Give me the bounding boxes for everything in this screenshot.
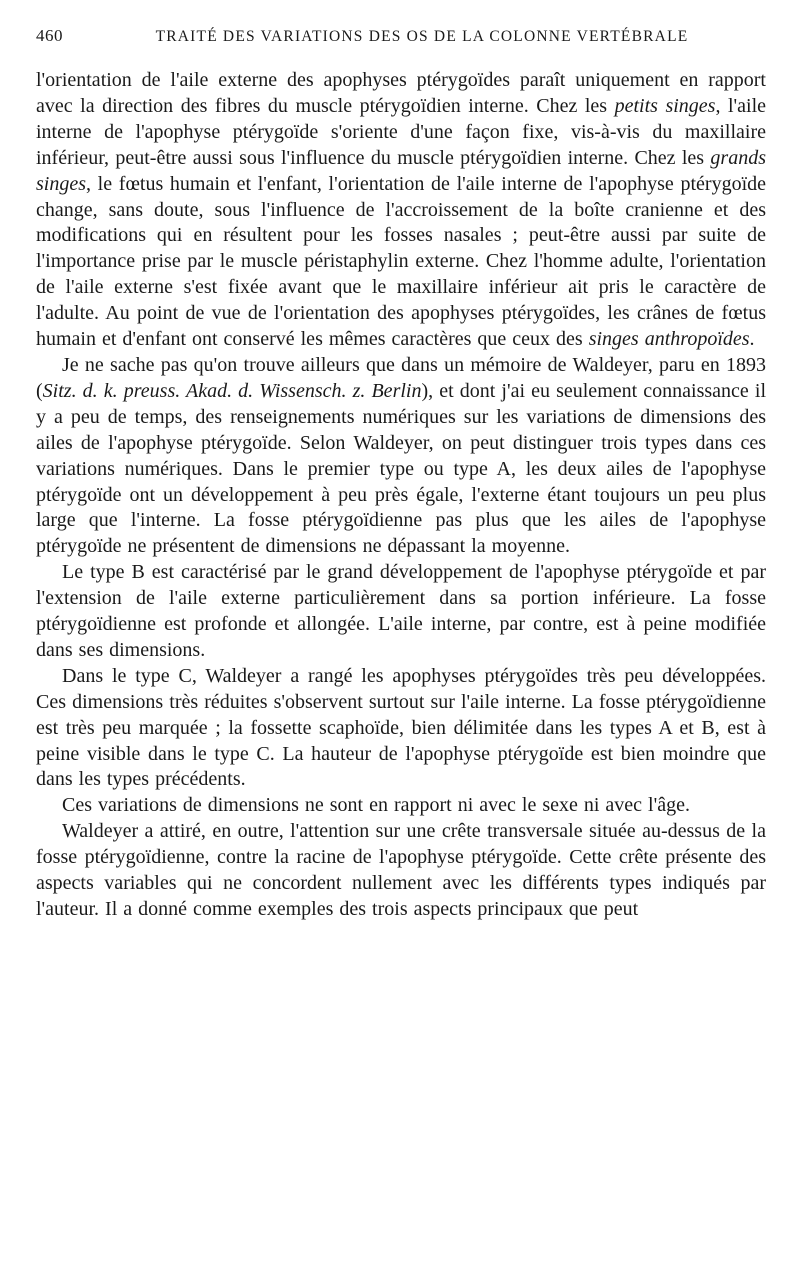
italic-term: grands singes xyxy=(36,146,766,195)
paragraph-3: Le type B est caractérisé par le grand développement de l'apophyse ptérygoïde et par l'extension de l'aile externe particulièrement dans sa portion inférieure. La fosse ptérygoïdienne est profonde et allongée. L'aile interne, par contre, est à peine modifiée dans ses dimensions. xyxy=(36,561,766,661)
paragraph-4: Dans le type C, Waldeyer a rangé les apophyses ptérygoïdes très peu développées. Ces dimensions très réduites s'observent surtout sur l'aile interne. La fosse ptérygoïdienne est très peu marquée ; la fossette scaphoïde, bien délimitée dans les types A et B, est à peine visible dans le type C. La hauteur de l'apophyse ptérygoïde est bien moindre que dans les types précédents. xyxy=(36,664,766,791)
text-run: . xyxy=(749,328,755,351)
text-run: l'orientation de l'aile externe des apophyses ptérygoïdes paraît uniquement en rapport avec la direction des fibres du muscle ptérygoïdien interne. Chez les xyxy=(36,69,766,117)
italic-term: singes anthropoïdes xyxy=(588,328,750,351)
running-header xyxy=(36,26,766,56)
body-text xyxy=(36,68,766,923)
paragraph-2 xyxy=(36,353,766,560)
text-run: , l'aile interne de l'apophyse ptérygoïde s'oriente d'une façon fixe, vis-à-vis du maxillaire inférieur, peut-être aussi sous l'influence du muscle ptérygoïdien interne. Chez les xyxy=(36,94,766,169)
paragraph-6: Waldeyer a attiré, en outre, l'attention sur une crête transversale située au-dessus de la fosse ptérygoïdienne, contre la racine de l'apophyse ptérygoïde. Cette crête présente des aspects variables qui ne concordent nullement avec les différents types indiqués par l'auteur. Il a donné comme exemples des trois aspects principaux que peut xyxy=(36,820,766,920)
text-run: , le fœtus humain et l'enfant, l'orientation de l'aile interne de l'apophyse ptérygoïde change, sans doute, sous l'influence de l'accroissement de la boîte cranienne et des modifications qui en résultent pour les fosses nasales ; peut-être aussi par suite de l'importance prise par le muscle péristaphylin externe. Chez l'homme adulte, l'orientation de l'aile externe s'est fixée avant que le maxillaire inférieur ait pris le caractère de l'adulte. Au point de vue de l'orientation des apophyses ptérygoïdes, les crânes de fœtus humain et d'enfant ont conservé les mêmes caractères que ceux des xyxy=(36,172,766,351)
italic-term: petits singes xyxy=(614,94,716,117)
paragraph-1 xyxy=(36,68,766,353)
running-title: TRAITÉ DES VARIATIONS DES OS DE LA COLONNE VERTÉBRALE xyxy=(155,28,689,45)
text-run: Je ne sache pas qu'on trouve ailleurs que dans un mémoire de Waldeyer, paru en 1893 ( xyxy=(36,353,766,402)
paragraph-5: Ces variations de dimensions ne sont en rapport ni avec le sexe ni avec l'âge. xyxy=(62,794,690,817)
citation: Sitz. d. k. preuss. Akad. d. Wissensch. z. Berlin xyxy=(42,379,422,402)
page-number: 460 xyxy=(36,26,63,45)
book-page xyxy=(36,26,766,923)
text-run: ), et dont j'ai eu seulement connaissance il y a peu de temps, des renseignements numériques sur les variations de dimensions des ailes de l'apophyse ptérygoïde. Selon Waldeyer, on peut distinguer trois types dans ces variations numériques. Dans le premier type ou type A, les deux ailes de l'apophyse ptérygoïde ont un développement à peu près égale, l'externe étant toujours un peu plus large que l'interne. La fosse ptérygoïdienne pas plus que les ailes de l'apophyse ptérygoïde ne présentent de dimensions ne dépassant la moyenne. xyxy=(36,379,767,558)
